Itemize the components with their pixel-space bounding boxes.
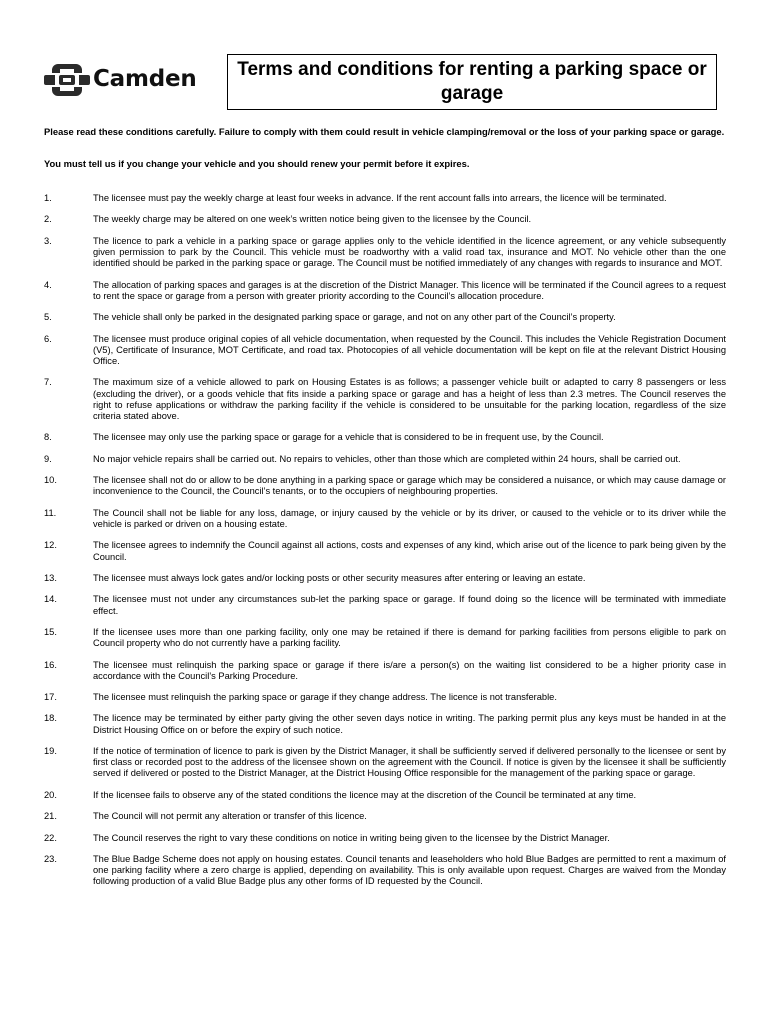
condition-text: The licensee shall not do or allow to be done anything in a parking space or garage which may be considered a nuisance, or which may cause damage or inconvenience to the Council, the Council’s tenants, or to the occupiers of neighbouring properties. [93, 475, 726, 497]
condition-number: 11. [44, 507, 57, 518]
page-title: Terms and conditions for renting a parking space or garage [237, 59, 707, 104]
condition-number: 7. [44, 377, 52, 388]
condition-text: The maximum size of a vehicle allowed to park on Housing Estates is as follows; a passenger vehicle built or adapted to carry 8 passengers or less (excluding the driver), or a goods vehicle that fits inside a parking space or garage and has a height of less than 2.3 metres. The Council reserves the right to refuse applications or withdraw the parking facility if the vehicle is considered to be unsuitable for the parking location, regardless of the size criteria stated above. [93, 377, 726, 421]
condition-item [44, 790, 726, 801]
condition-item [44, 193, 726, 204]
condition-item [44, 811, 726, 822]
condition-item [44, 334, 726, 368]
intro-warning: Please read these conditions carefully. Failure to comply with them could result in vehicle clamping/removal or the loss of your parking space or garage. [44, 126, 725, 137]
intro-notice: You must tell us if you change your vehicle and you should renew your permit before it expires. [44, 158, 470, 169]
condition-number: 23. [44, 854, 57, 865]
condition-text: The Blue Badge Scheme does not apply on housing estates. Council tenants and leaseholders who hold Blue Badges are permitted to rent a maximum of one parking facility where a zero charge is applied, depending on availability. This is only available upon request. Charges are waived from the Monday following production of a valid Blue Badge plus any other forms of ID requested by the Council. [93, 854, 726, 887]
condition-item [44, 475, 726, 497]
condition-text: The vehicle shall only be parked in the designated parking space or garage, and not on any other part of the Council’s property. [93, 312, 616, 323]
condition-number: 8. [44, 432, 52, 443]
condition-number: 16. [44, 659, 57, 670]
condition-text: The licence may be terminated by either party giving the other seven days notice in writing. The parking permit plus any keys must be handed in at the District Housing Office on or before the expiry of such notice. [93, 713, 726, 735]
condition-text: The Council shall not be liable for any loss, damage, or injury caused by the vehicle or by its driver, or caused to the vehicle or to its driver while the vehicle is parked or driven on a housing estate. [93, 507, 726, 529]
condition-number: 5. [44, 312, 52, 323]
condition-number: 18. [44, 713, 57, 724]
condition-text: The licensee must relinquish the parking space or garage if they change address. The licence is not transferable. [93, 692, 557, 703]
condition-text: The licensee must always lock gates and/or locking posts or other security measures after entering or leaving an estate. [93, 572, 586, 583]
condition-text: The licensee must not under any circumstances sub-let the parking space or garage. If found doing so the licence will be terminated with immediate effect. [93, 594, 726, 616]
condition-item [44, 312, 726, 323]
condition-text: The Council will not permit any alteration or transfer of this licence. [93, 811, 367, 822]
condition-text: No major vehicle repairs shall be carried out. No repairs to vehicles, other than those which are completed within 24 hours, shall be carried out. [93, 453, 681, 464]
condition-item [44, 594, 726, 616]
condition-text: The allocation of parking spaces and garages is at the discretion of the District Manager. This licence will be terminated if the Council agrees to a request to rent the space or garage from a person with greater priority according to the Council’s allocation procedure. [93, 279, 726, 301]
condition-number: 1. [44, 193, 52, 203]
condition-item [44, 573, 726, 584]
condition-number: 21. [44, 811, 57, 822]
condition-text: If the licensee fails to observe any of the stated conditions the licence may at the discretion of the Council be terminated at any time. [93, 789, 637, 800]
condition-number: 3. [44, 235, 52, 246]
condition-text: If the notice of termination of licence to park is given by the District Manager, it shall be sufficiently served if delivered personally to the licensee or sent by first class or recorded post to the address of the licensee shown on the agreement with the Council. If notice is given by the licensee it shall be sufficiently served if delivered or posted to the District Manager, at the District Housing Office responsible for the management of the parking space or garage. [93, 746, 726, 779]
condition-item [44, 432, 726, 443]
condition-item [44, 280, 726, 302]
condition-number: 13. [44, 572, 57, 583]
condition-item [44, 540, 726, 562]
condition-item [44, 377, 726, 422]
condition-text: The licensee must relinquish the parking space or garage if there is/are a person(s) on the waiting list considered to be a higher priority case in accordance with the Council’s Parking Procedure. [93, 659, 726, 681]
conditions-list [44, 193, 726, 898]
condition-number: 12. [44, 540, 57, 551]
condition-text: The licensee must pay the weekly charge at least four weeks in advance. If the rent account falls into arrears, the licence will be terminated. [93, 193, 667, 203]
condition-text: The licensee must produce original copies of all vehicle documentation, when requested by the Council. This includes the Vehicle Registration Document (V5), Certificate of Insurance, MOT Certificate, and road tax. Photocopies of all vehicle documentation will be kept on file at the relevant District Housing Office. [93, 333, 726, 366]
logo-text: Camden [93, 66, 197, 92]
condition-number: 10. [44, 475, 57, 486]
condition-text: The licensee agrees to indemnify the Council against all actions, costs and expenses of any kind, which arise out of the licence to park being given by the Council. [93, 540, 726, 562]
condition-number: 22. [44, 832, 57, 843]
camden-logo [44, 62, 197, 98]
condition-item [44, 454, 726, 465]
condition-number: 17. [44, 692, 57, 703]
condition-number: 19. [44, 746, 57, 757]
condition-text: The licence to park a vehicle in a parking space or garage applies only to the vehicle identified in the licence agreement, or any vehicle subsequently given permission to park by the Council. This vehicle must be roadworthy with a valid road tax, insurance and MOT. No vehicle other than the one identified should be parked in the parking space or garage. The Council must be notified immediately of any changes with regards to insurance and MOT. [93, 235, 726, 269]
condition-number: 6. [44, 333, 52, 344]
condition-text: The weekly charge may be altered on one week’s written notice being given to the licensee by the Council. [93, 214, 532, 225]
condition-text: The Council reserves the right to vary these conditions on notice in writing being given to the licensee by the District Manager. [93, 832, 610, 843]
camden-logo-icon [44, 62, 90, 98]
condition-number: 20. [44, 789, 57, 800]
condition-text: The licensee may only use the parking space or garage for a vehicle that is considered to be in frequent use, by the Council. [93, 432, 604, 443]
condition-number: 9. [44, 453, 52, 464]
condition-text: If the licensee uses more than one parking facility, only one may be retained if there is demand for parking facilities from persons eligible to park on Council property who do not currently have a parking facility. [93, 626, 726, 649]
condition-item [44, 236, 726, 270]
condition-number: 4. [44, 279, 52, 290]
condition-number: 15. [44, 626, 57, 637]
condition-item [44, 746, 726, 780]
condition-item [44, 833, 726, 844]
condition-item [44, 692, 726, 703]
condition-item [44, 854, 726, 888]
condition-item [44, 627, 726, 649]
condition-number: 14. [44, 594, 57, 605]
condition-number: 2. [44, 214, 52, 225]
condition-item [44, 508, 726, 530]
condition-item [44, 660, 726, 682]
condition-item [44, 214, 726, 225]
title-box [227, 54, 717, 110]
condition-item [44, 713, 726, 735]
